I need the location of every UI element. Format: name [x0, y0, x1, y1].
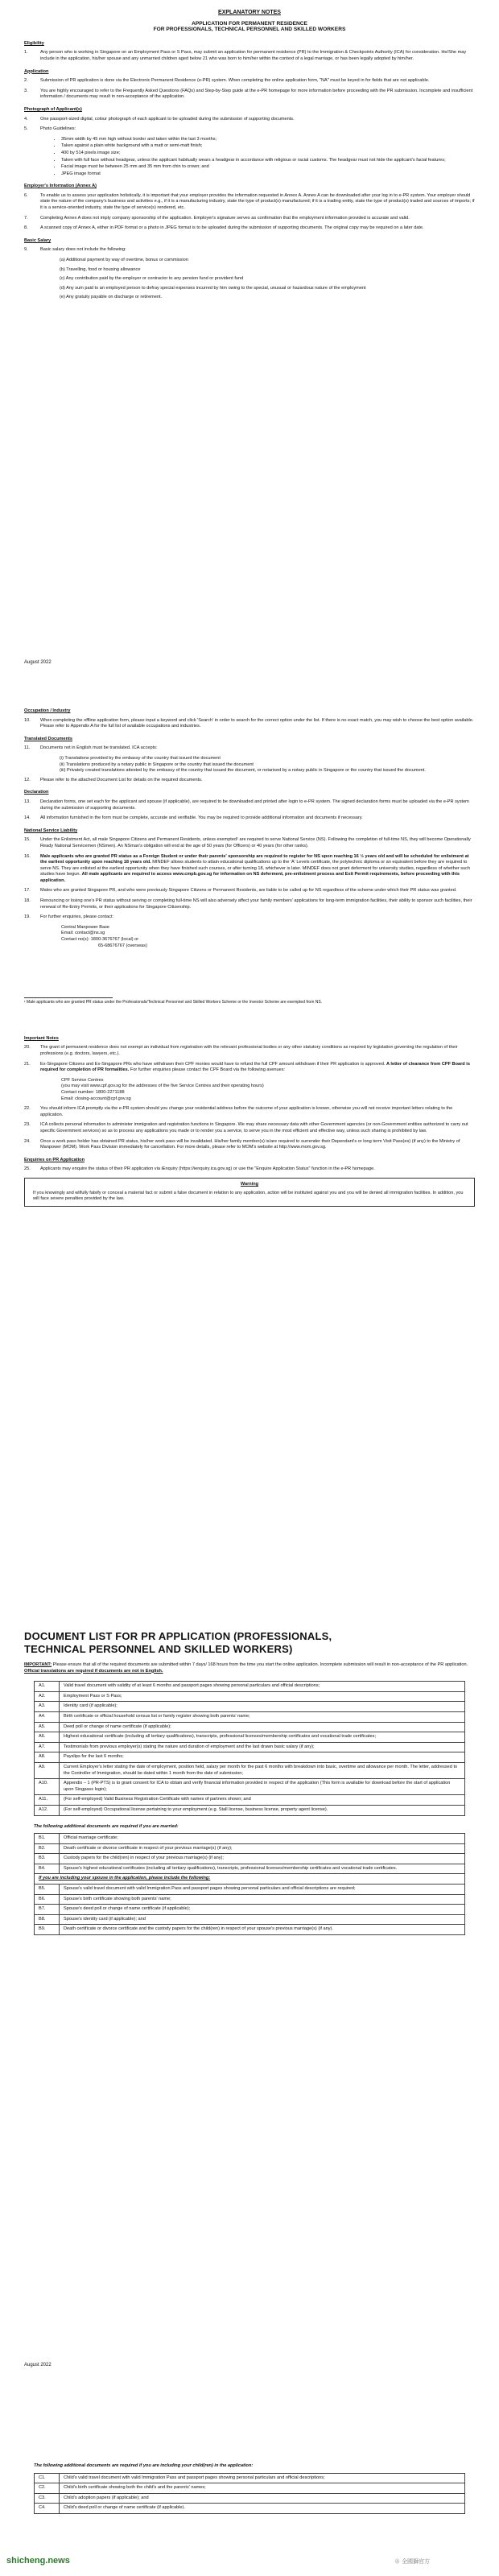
photo-guidelines-list [24, 137, 475, 178]
table-row [35, 2493, 465, 2504]
document-code: B2. [35, 1843, 60, 1854]
document-description: Identity card (if applicable); [60, 1702, 465, 1712]
documents-table-a [34, 1681, 465, 1815]
table-row [35, 1682, 465, 1692]
document-code: C2. [35, 2483, 60, 2494]
document-description: Deed poll or change of name certificate (if applicable); [60, 1722, 465, 1732]
table-row [35, 1864, 465, 1874]
paragraph-10: 10. When completing the offline application form, please input a keyword and click 'Search' in order to search for the correct option under the list. If there is no exact match, you may wish to choose the best option available. Please refer to Appendix A for the full list of available occupations and industries. [24, 717, 474, 729]
document-description: Spouse's birth certificate showing both parents' name; [60, 1894, 465, 1905]
table-row [35, 1779, 465, 1795]
table-row [35, 1722, 465, 1732]
paragraph-17: 17. Males who are granted Singapore PR, and who were previously Singapore Citizens or Permanent Residents, are liable to be called up for NS regardless of the scheme under which their PR status was granted. [24, 888, 457, 894]
document-code: A2. [35, 1691, 60, 1702]
occupation-heading: Occupation / Industry [24, 708, 71, 713]
table-row [35, 1925, 465, 1935]
document-description: (For self-employed) Occupational license pertaining to your employment (e.g. Stall license, business license, property agent license). [60, 1805, 465, 1815]
document-code: A5. [35, 1722, 60, 1732]
document-description: Employment Pass or S Pass; [60, 1691, 465, 1702]
document-code: B3. [35, 1854, 60, 1864]
table-row [35, 1914, 465, 1925]
photo-heading: Photograph of Applicant(s) [24, 106, 82, 112]
site-watermark: shicheng.news [6, 2556, 70, 2566]
logo-watermark: ⊕ 全國獅官方 [394, 2559, 430, 2565]
page-4 [24, 2455, 475, 2514]
table-row [35, 1885, 465, 1895]
ns-heading: National Service Liability [24, 828, 78, 833]
table-row [35, 1732, 465, 1743]
document-description: Highest educational certificate (including all tertiary qualifications), transcripts, professional licenses/membership certificates and vocational trade certificates; [60, 1732, 465, 1743]
list-item: (b) Travelling, food or housing allowance [60, 266, 141, 272]
paragraph-18: 18. Renouncing or losing one's PR status without serving or completing full-time NS will also adversely affect your family members' applications for long-term immigration facilities, their ability to sponsor such facilities, their renewal of Re-Entry Permits, or their applications for Singapore Citizenship. [24, 898, 472, 910]
paragraph-16: 16. Male applicants who are granted PR status as a Foreign Student or under their parents' sponsorship are required to register for NS upon reaching 16 ½ years old and will be scheduled for enlistment at the earliest opportunity upon reaching 18 years old. MINDEF allows students to attain educational qualifications up to the 'A' Levels certificate, the polytechnic diploma or an equivalent before they are required to serve NS. They are enlisted at the earliest opportunity when they have finished such courses, or after turning 18, whichever is later. MINDEF does not grant deferment for university studies, regardless of whether such studies have begun. All male applicants are required to access www.cmpb.gov.sg for information on NS deferment, pre-enlistment process and Exit Permit requirements, before proceeding with this application. [24, 853, 471, 883]
paragraph-14: 14. All information furnished in the form must be complete, accurate and verifiable. You may be required to provide additional information and documents if necessary. [24, 815, 363, 821]
document-description: Child's valid travel document with valid Immigration Pass and passport pages showing personal particulars and official descriptions; [60, 2473, 465, 2483]
children-heading: The following additional documents are required if you are including your child(ren) in the application: [34, 2463, 254, 2468]
list-item: (ii) Translations produced by a notary public in Singapore or the country that issued the document [60, 762, 254, 767]
paragraph-13: 13. Declaration forms, one set each for the applicant and spouse (if applicable), are required to be downloaded and printed after login to e-PR system. The signed declaration forms must be uploaded via the e-PR system during the submission of supporting documents. [24, 799, 469, 811]
list-item: (i) Translations provided by the embassy of the country that issued the document [60, 755, 221, 761]
paragraph-2: 2. Submission of PR application is done via the Electronic Permanent Residence (e-PR) system. When completing the online application form, "NA" must be keyed in for fields that are not applicable. [24, 78, 430, 84]
paragraph-12: 12. Please refer to the attached Document List for details on the required documents. [24, 777, 203, 782]
spouse-heading: If you are including your spouse in the application, please include the following: [35, 1874, 465, 1885]
table-row [35, 1843, 465, 1854]
paragraph-11: 11. Documents not in English must be translated. ICA accepts: [24, 745, 158, 751]
document-code: A9. [35, 1762, 60, 1778]
table-row [35, 1905, 465, 1915]
table-row [35, 1762, 465, 1778]
paragraph-1: 1. Any person who is working in Singapore on an Employment Pass or S Pass, may submit an application for permanent residence (PR) to the Immigration & Checkpoints Authority (ICA) for consideration. He/She may include in the application, his/her spouse and any unmarried children aged below 21 who was born to him/her within the context of a legal marriage, or has been legally adopted by him/her. [24, 50, 467, 61]
paragraph-19: 19. For further enquiries, please contact: [24, 914, 114, 920]
document-code: A10. [35, 1779, 60, 1795]
document-description: Child's adoption papers (if applicable); and [60, 2493, 465, 2504]
paragraph-3: 3. You are highly encouraged to refer to the Frequently Asked Questions (FAQs) and Step-by-Step guide at the e-PR homepage for more information before proceeding with the PR submission. Incomplete and insufficient information / documents may result in non-acceptance of the application. [24, 88, 473, 100]
page-1 [24, 10, 475, 304]
document-code: A11. [35, 1795, 60, 1806]
paragraph-21: 21. Ex-Singapore Citizens and Ex-Singapore PRs who have withdrawn their CPF monies would have to refund the full CPF amount withdrawn if their PR application is approved. A letter of clearance from CPF Board is required for completion of PR formalities. For further enquiries please contact the CPF Board via the following avenues: [24, 1061, 470, 1073]
table-row [35, 1711, 465, 1722]
documents-table-b [34, 1833, 465, 1935]
table-row [35, 1854, 465, 1864]
document-description: Custody papers for the child(ren) in respect of your previous marriage(s) (if any); [60, 1854, 465, 1864]
document-code: B5. [35, 1885, 60, 1895]
paragraph-8: 8. A scanned copy of Annex A, either in PDF format or a photo in JPEG format is to be uploaded during the submission of supporting documents. The original copy may be required on a later date. [24, 225, 424, 231]
list-item: (e) Any gratuity payable on discharge or retirement. [60, 295, 163, 300]
page-3-date: August 2022 [24, 2363, 52, 2368]
document-code: A8. [35, 1752, 60, 1763]
paragraph-9: 9. Basic salary does not include the following: [24, 247, 126, 253]
document-description: Death certificate or divorce certificate and the custody papers for the child(ren) in respect of your spouse's previous marriage(s) (if any). [60, 1925, 465, 1935]
table-row [35, 1795, 465, 1806]
warning-heading: Warning [240, 1181, 259, 1187]
translated-heading: Translated Documents [24, 736, 72, 741]
document-description: (For self-employed) Valid Business Registration Certificate with names of partners shown; and [60, 1795, 465, 1806]
table-row [35, 2483, 465, 2494]
translations-list [60, 756, 475, 774]
page-1-date: August 2022 [24, 660, 52, 665]
document-code: A3. [35, 1702, 60, 1712]
employer-heading: Employer's Information (Annex A) [24, 184, 97, 189]
married-heading: The following additional documents are required if you are married: [34, 1823, 179, 1829]
paragraph-15: 15. Under the Enlistment Act, all male Singapore Citizens and Permanent Residents, unless exempted¹ are required to serve National Service (NS). Following the completion of full-time NS, they will become Operationally Ready National Servicemen (NSmen). An NSman's obligation will end at the age of 50 years (for Officers) or 40 years (for other ranks). [24, 837, 471, 848]
warning-box [24, 1178, 475, 1207]
document-code: B6. [35, 1894, 60, 1905]
document-code: A4. [35, 1711, 60, 1722]
document-description: Death certificate or divorce certificate in respect of your previous marriage(s) (if any); [60, 1843, 465, 1854]
enquiries-heading: Enquiries on PR Application [24, 1157, 85, 1162]
documents-table-c [34, 2473, 465, 2514]
table-row [35, 1691, 465, 1702]
document-code: B8. [35, 1914, 60, 1925]
document-description: Testimonials from previous employer(s) stating the nature and duration of employment and the last drawn basic salary (if any); [60, 1742, 465, 1752]
notes-main-title-2: FOR PROFESSIONALS, TECHNICAL PERSONNEL AND SKILLED WORKERS [153, 27, 346, 33]
document-description: Child's deed poll or change of name certificate (if applicable). [60, 2504, 465, 2514]
notes-main-title-1: APPLICATION FOR PERMANENT RESIDENCE [192, 20, 307, 27]
warning-text: If you knowingly and wilfully falsify or conceal a material fact or submit a false document in relation to any application, action will be instituted against you and you will be denied all immigration facilities. In addition, you will face severe penalties provided by the law. [33, 1190, 464, 1202]
document-code: A12. [35, 1805, 60, 1815]
salary-exclusions-list [60, 258, 475, 301]
document-code: C3. [35, 2493, 60, 2504]
paragraph-7: 7. Completing Annex A does not imply company sponsorship of the application. Employer's signature serves as confirmation that the employment information provided is accurate and valid. [24, 215, 410, 221]
paragraph-5: 5. Photo Guidelines: [24, 126, 76, 132]
salary-heading: Basic Salary [24, 237, 52, 243]
document-list-title-1: DOCUMENT LIST FOR PR APPLICATION (PROFESSIONALS, [24, 1630, 332, 1642]
table-row [35, 1805, 465, 1815]
page-2 [24, 702, 475, 1207]
document-description: Spouse's valid travel document with valid Immigration Pass and passport pages showing personal particulars and official descriptions are required; [60, 1885, 465, 1895]
declaration-heading: Declaration [24, 790, 49, 795]
list-item: (d) Any sum paid to an employed person to defray special expenses incurred by him owing to the special, unusual or hazardous nature of the employment [60, 285, 366, 291]
table-row [35, 2473, 465, 2483]
table-row [35, 1742, 465, 1752]
document-code: A7. [35, 1742, 60, 1752]
cpf-contact: CPF Service Centres (you may visit www.cpf.gov.sg for the addresses of the five Service Centres and their operating hours) Contact number: 1800-2271188 Email: closing-account@cpf.gov.sg [61, 1077, 264, 1101]
important-notes-heading: Important Notes [24, 1035, 59, 1041]
table-row [35, 2504, 465, 2514]
document-code: B9. [35, 1925, 60, 1935]
document-description: Payslips for the last 6 months; [60, 1752, 465, 1763]
table-row [35, 1834, 465, 1844]
document-code: C4. [35, 2504, 60, 2514]
paragraph-24: 24. Once a work pass holder has obtained PR status, his/her work pass will be invalidated. His/her family member(s) is/are required to surrender their Dependant's or long term Visit Pass(es) (if any) to the Ministry of Manpower (MOM). Work Pass Division immediately for cancellation. For more details, please refer to MOM's website at http://www.mom.gov.sg. [24, 1138, 460, 1150]
document-list-title-2: TECHNICAL PERSONNEL AND SKILLED WORKERS) [24, 1643, 293, 1655]
paragraph-22: 22. You should inform ICA promptly via the e-PR system should you change your residential address before the outcome of your application is known, otherwise you will not receive important letters relating to the application. [24, 1106, 453, 1117]
document-description: Birth certificate or official household census list or family register showing both parents' name; [60, 1711, 465, 1722]
document-code: B7. [35, 1905, 60, 1915]
document-description: Official marriage certificate; [60, 1834, 465, 1844]
notes-title: EXPLANATORY NOTES [218, 10, 281, 15]
document-code: B1. [35, 1834, 60, 1844]
eligibility-heading: Eligibility [24, 40, 44, 46]
list-item: • Facial image must be between 25 mm and 35 mm from chin to crown; and [61, 164, 475, 171]
paragraph-6: 6. To enable us to assess your application holistically, it is important that your employer provides the information requested in Annex A. Annex A can be downloaded after your log in to e-PR system. Your employer should state the nature of the company's business and activities e.g., if it is a manufacturing industry, state the type of product(s) manufactured; if it is a trading entity, state the type of product(s) traded and sources of imports; if it is a service-oriented industry, state the type of service(s) rendered, etc. [24, 192, 475, 211]
list-item: • Taken against a plain white background with a matt or semi-matt finish; [61, 143, 475, 150]
list-item: • 400 by 514 pixels image size; [61, 151, 475, 157]
document-description: Spouse's highest educational certificates (including all tertiary qualifications), transcripts, professional licenses/membership certificates and vocational trade certificates. [60, 1864, 465, 1874]
document-description: Appendix – 1 (PR-PTS) is to grant consent for ICA to obtain and verify financial information provided in respect of the application (This form is available for download before the start of application upon Singpass login); [60, 1779, 465, 1795]
document-code: A6. [35, 1732, 60, 1743]
paragraph-23: 23. ICA collects personal information to administer immigration and registration functions in Singapore. We may share necessary data with other Government agencies (or non-Government entities authorized to carry out specific Government services) so as to process any applications you made or to render you a service, to serve you in the most efficient and effective way, unless such sharing is prohibited by law. [24, 1122, 468, 1133]
list-item: (a) Additional payment by way of overtime, bonus or commission [60, 258, 188, 263]
list-item: • Taken with full face without headgear, unless the applicant habitually wears a headgear in accordance with religious or racial customs. The headgear must not hide the applicant's facial features; [61, 158, 475, 164]
table-row [35, 1752, 465, 1763]
list-item: (c) Any contribution paid by the employer or contractor to any pension fund or provident fund [60, 276, 244, 282]
paragraph-4: 4. One passport-sized digital, colour photograph of each applicant to be uploaded during the submission of supporting documents. [24, 116, 295, 122]
application-heading: Application [24, 68, 49, 74]
table-row [35, 1702, 465, 1712]
list-item: • 35mm width by 45 mm high without border and taken within the last 3 months; [61, 137, 475, 143]
paragraph-20: 20. The grant of permanent residence does not exempt an individual from registration with the relevant professional bodies or any other statutory conditions as required by legislation governing the regulation of their professions (e.g. doctors, lawyers, etc.). [24, 1045, 458, 1056]
page-3 [24, 1630, 475, 1935]
document-code: A1. [35, 1682, 60, 1692]
important-note: IMPORTANT: Please ensure that all of the required documents are submitted within 7 days/ 168 hours from the time you start the online application. Incomplete submission will result in non-acceptance of the PR application. Official translations are required if documents are not in English. [24, 1662, 468, 1674]
document-description: Spouse's identity card (if applicable); and [60, 1914, 465, 1925]
list-item: (iii) Privately created translations attested by the embassy of the country that issued the document, or notarised by a notary public in Singapore or the country that issued the document. [60, 768, 426, 774]
list-item: • JPEG image format [61, 171, 475, 178]
paragraph-25: 25. Applicants may enquire the status of their PR application via iEnquiry (https://ienquiry.ica.gov.sg) or use the "Enquire Application Status" function in the e-PR homepage. [24, 1166, 375, 1172]
table-row [35, 1894, 465, 1905]
document-description: Current Employer's letter stating the date of employment, position held, salary per month for the past 6 months with breakdown into basic, overtime and allowance per month. The letter, addressed to the Controller of Immigration, should be dated within 1 month from the date of submission; [60, 1762, 465, 1778]
document-code: C1. [35, 2473, 60, 2483]
document-description: Spouse's deed poll or change of name certificate (if applicable); [60, 1905, 465, 1915]
document-description: Valid travel document with validity of at least 6 months and passport pages showing personal particulars and official descriptions; [60, 1682, 465, 1692]
footnote: ¹ Male applicants who are granted PR status under the Professionals/Technical Personnel and Skilled Workers Scheme or the Investor Scheme are exempted from NS. [24, 1000, 323, 1005]
cmpb-contact: Central Manpower Base Email: contact@ns.sg Contact no(s): 1800-3676767 (local) or 65-68676767 (overseas) [61, 924, 147, 948]
footnote-divider [24, 997, 113, 998]
document-code: B4. [35, 1864, 60, 1874]
document-description: Child's birth certificate showing both the child's and the parents' names; [60, 2483, 465, 2494]
